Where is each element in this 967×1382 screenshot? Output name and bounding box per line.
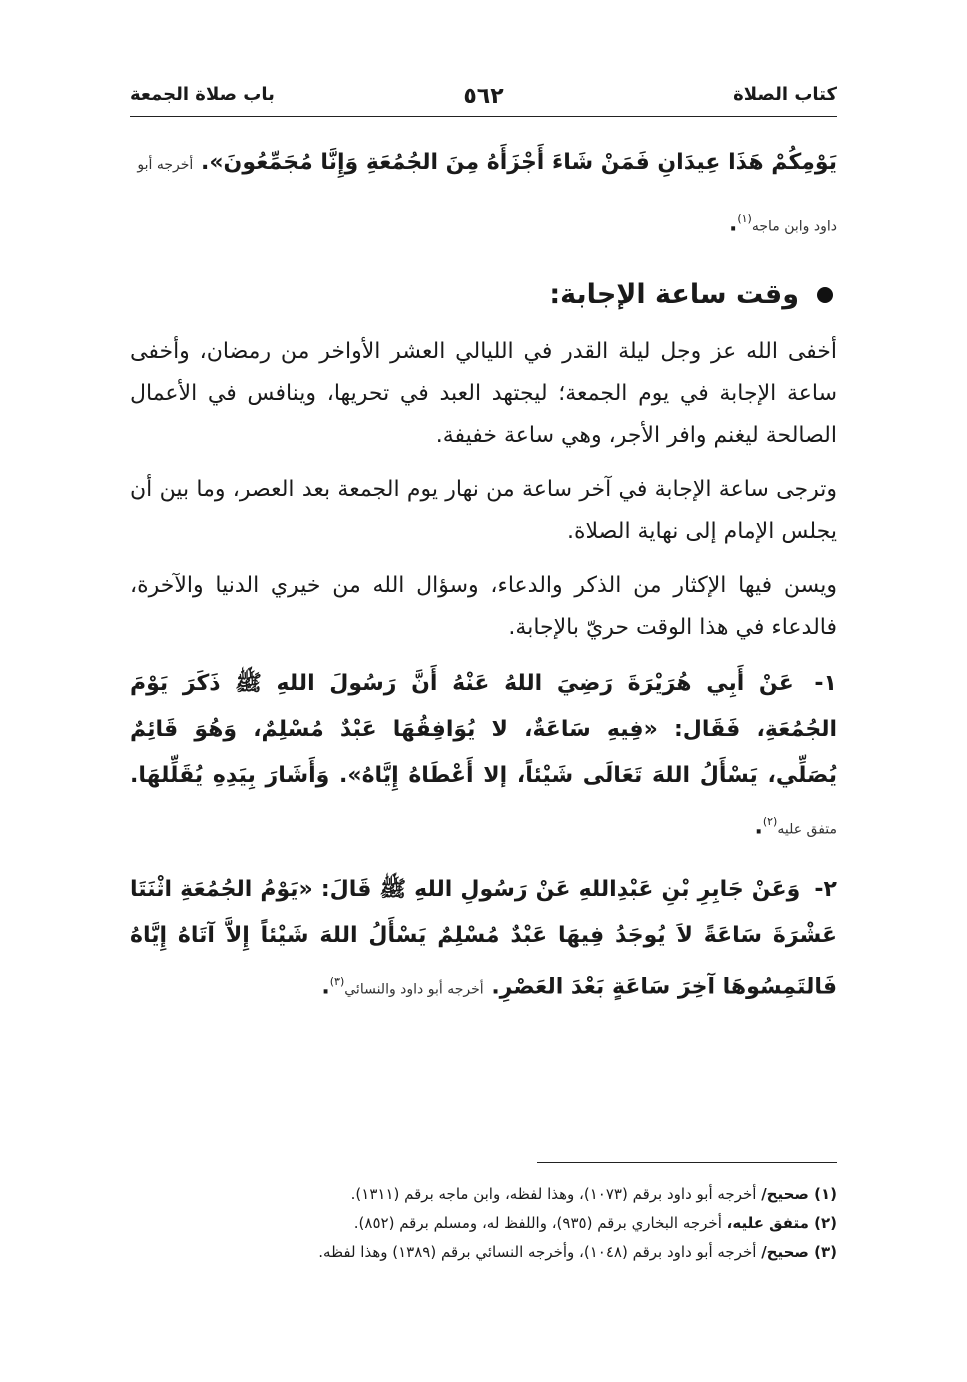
footnote-label: (٢) متفق عليه، — [726, 1214, 837, 1232]
hadith-item: ١- عَنْ أَبِي هُرَيْرَةَ رَضِيَ اللهُ عَنْهُ أَنَّ رَسُولَ اللهِ ﷺ ذَكَرَ يَوْمَ الجُمُعَةِ، فَقَال: «فِيهِ سَاعَةٌ، لا يُوَافِقُهَا عَبْدٌ مُسْلِمٌ، وَهُوَ قَائِمٌ يُصَلِّي، يَسْأَلُ اللهَ تَعَالَى شَيْئاً، إلا أَعْطَاهُ إِيَّاهُ». وَأَشَارَ بِيَدِهِ يُقَلِّلهَا. متفق عليه$^{(٢)}$. — [130, 671, 837, 840]
page-header — [130, 82, 837, 117]
footnote-text: أخرجه البخاري برقم (٩٣٥)، واللفظ له، ومسلم برقم (٨٥٢). — [353, 1214, 722, 1232]
footnote-text: أخرجه أبو داود برقم (١٠٧٣)، وهذا لفظه، وابن ماجه برقم (١٣١١). — [350, 1185, 757, 1203]
paragraph: وترجى ساعة الإجابة في آخر ساعة من نهار يوم الجمعة بعد العصر، وما بين أن يجلس الإمام إلى نهاية الصلاة. — [130, 477, 837, 545]
intro-reference: أخرجه أبو داود وابن ماجه — [137, 157, 837, 235]
hadith-text: عَنْ أَبِي هُرَيْرَةَ رَضِيَ اللهُ عَنْهُ أَنَّ رَسُولَ اللهِ ﷺ ذَكَرَ يَوْمَ الجُمُعَةِ، فَقَال: «فِيهِ سَاعَةٌ، لا يُوَافِقُهَا عَبْدٌ مُسْلِمٌ، وَهُوَ قَائِمٌ يُصَلِّي، يَسْأَلُ اللهَ تَعَالَى شَيْئاً، إلا أَعْطَاهُ إِيَّاهُ». وَأَشَارَ بِيَدِهِ يُقَلِّلهَا. — [130, 671, 837, 789]
book-title: كتاب الصلاة — [733, 84, 837, 105]
footnote-label: (١) صحيح/ — [761, 1185, 837, 1203]
footnote-divider — [537, 1162, 837, 1163]
footnote-item — [130, 1209, 837, 1238]
hadith-footnote-mark: (٢) — [762, 815, 778, 829]
chapter-title: باب صلاة الجمعة — [130, 84, 275, 105]
hadith-text: وَعَنْ جَابِرِ بْنِ عَبْدِاللهِ عَنْ رَسُولِ اللهِ ﷺ قَالَ: «يَوْمُ الجُمُعَةِ اثْنَتَا عَشْرَةَ سَاعَةً لاَ يُوجَدُ فِيهَا عَبْدٌ مُسْلِمٌ يَسْأَلُ اللهَ شَيْئاً إِلاَّ آتَاهُ إِيَّاهُ فَالتَمِسُوهَا آخِرَ سَاعَةٍ بَعْدَ العَصْرِ. — [130, 876, 837, 999]
hadith-item: ٢- وَعَنْ جَابِرِ بْنِ عَبْدِاللهِ عَنْ رَسُولِ اللهِ ﷺ قَالَ: «يَوْمُ الجُمُعَةِ اثْنَتَا عَشْرَةَ سَاعَةً لاَ يُوجَدُ فِيهَا عَبْدٌ مُسْلِمٌ يَسْأَلُ اللهَ شَيْئاً إِلاَّ آتَاهُ إِيَّاهُ فَالتَمِسُوهَا آخِرَ سَاعَةٍ بَعْدَ العَصْرِ. أخرجه أبو داود والنسائي$^{(٣)}$. — [130, 876, 837, 999]
page-number: ٥٦٢ — [463, 84, 504, 109]
section-heading-text: وقت ساعة الإجابة: — [549, 279, 799, 311]
hadith-reference: أخرجه أبو داود والنسائي — [344, 980, 484, 997]
hadith-number: ٢- — [814, 876, 837, 902]
hadith-footnote-mark: (٣) — [329, 974, 345, 988]
page-body — [130, 136, 837, 1026]
footnote-text: أخرجه أبو داود برقم (١٠٤٨)، وأخرجه النسائي برقم (١٣٨٩) وهذا لفظه. — [318, 1243, 757, 1261]
footnotes — [130, 1180, 837, 1267]
paragraph: ويسن فيها الإكثار من الذكر والدعاء، وسؤال الله من خيري الدنيا والآخرة، فالدعاء في هذا الوقت حريّ بالإجابة. — [130, 573, 837, 641]
intro-hadith-text: يَوْمِكُمْ هَذَا عِيدَانِ فَمَنْ شَاءَ أَجْزَأَهُ مِنَ الجُمُعَةِ وَإِنَّا مُجَمِّعُونَ». — [200, 150, 837, 175]
footnote-label: (٣) صحيح/ — [761, 1243, 837, 1261]
footnote-item — [130, 1180, 837, 1209]
hadith-reference: متفق عليه — [777, 821, 837, 838]
footnote-item — [130, 1238, 837, 1267]
intro-hadith: يَوْمِكُمْ هَذَا عِيدَانِ فَمَنْ شَاءَ أَجْزَأَهُ مِنَ الجُمُعَةِ وَإِنَّا مُجَمِّعُونَ». أخرجه أبو داود وابن ماجه$^{(١)}$. — [137, 150, 837, 237]
hadith-number: ١- — [814, 671, 837, 697]
section-heading — [130, 267, 837, 323]
intro-footnote-mark: (١) — [737, 212, 752, 225]
bullet-icon — [817, 287, 833, 303]
paragraph: أخفى الله عز وجل ليلة القدر في الليالي العشر الأواخر من رمضان، وأخفى ساعة الإجابة في يوم الجمعة؛ ليجتهد العبد في تحريها، وينافس في الأعمال الصالحة ليغنم وافر الأجر، وهي ساعة خفيفة. — [130, 339, 837, 449]
